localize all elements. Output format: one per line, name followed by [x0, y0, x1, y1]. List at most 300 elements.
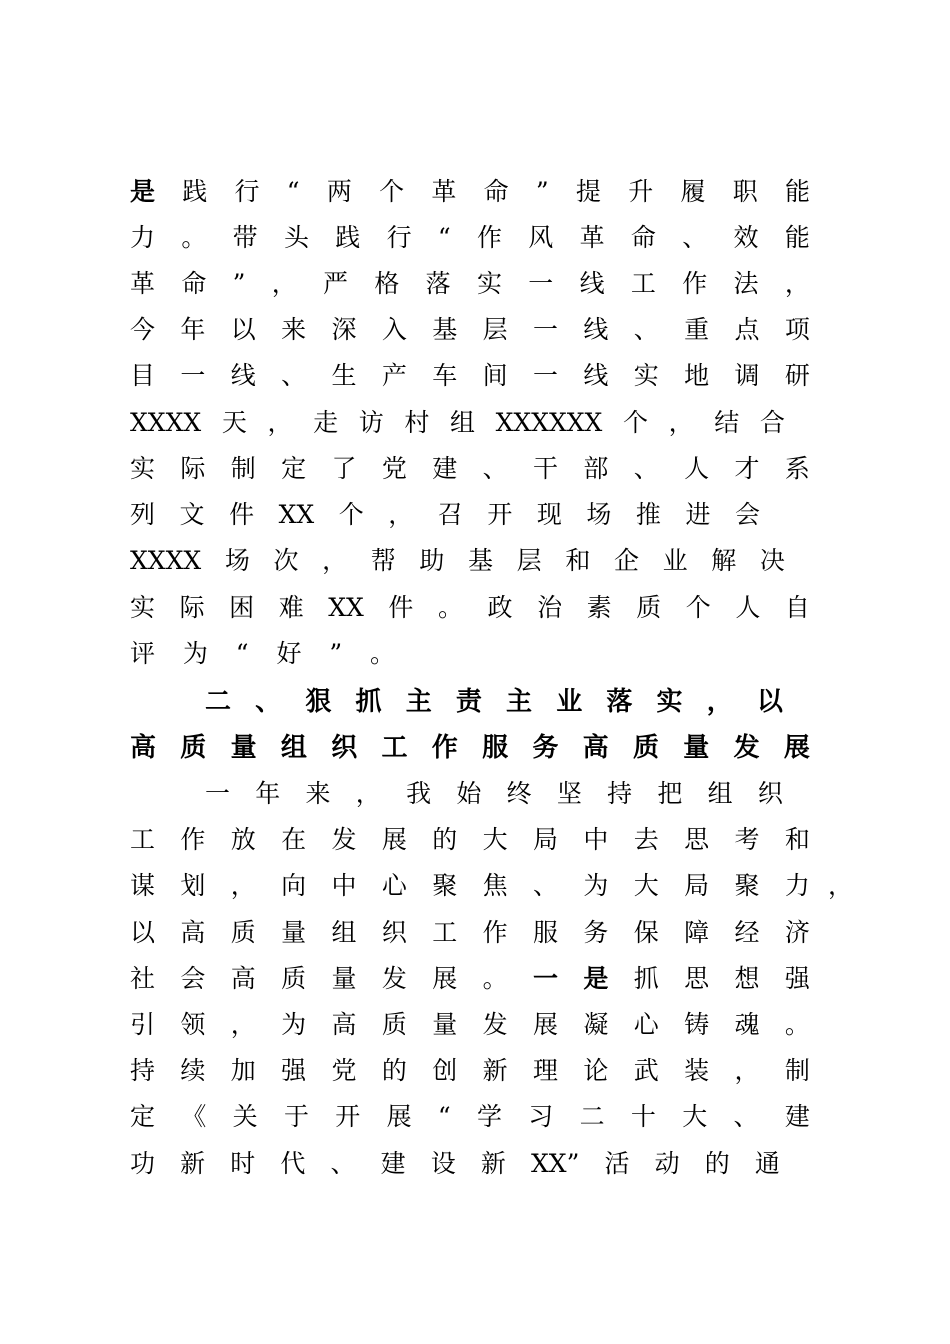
glyph: 质	[281, 964, 307, 993]
glyph: 质	[636, 593, 662, 622]
glyph: 人	[684, 454, 710, 483]
glyph: 以	[230, 315, 256, 344]
glyph: 凝	[583, 1010, 609, 1039]
glyph: 、	[281, 361, 307, 390]
glyph: ”	[232, 269, 246, 298]
glyph: 织	[331, 733, 358, 763]
glyph: 持	[130, 1056, 156, 1085]
glyph: 代	[280, 1149, 306, 1178]
glyph: 习	[528, 1102, 554, 1131]
glyph: 主	[405, 687, 432, 717]
glyph: 障	[684, 918, 710, 947]
glyph: 困	[229, 593, 255, 622]
glyph: 层	[482, 315, 508, 344]
glyph: 地	[684, 361, 710, 390]
glyph: 际	[179, 593, 205, 622]
glyph: 、	[482, 454, 508, 483]
glyph: 工	[381, 733, 408, 763]
glyph: 的	[432, 825, 458, 854]
glyph: 焦	[482, 871, 508, 900]
glyph: 二	[205, 687, 232, 717]
glyph: 心	[633, 1010, 659, 1039]
glyph: 抓	[355, 687, 382, 717]
glyph: 功	[130, 1149, 156, 1178]
glyph: 好	[276, 639, 302, 668]
para1-line-5	[130, 356, 810, 396]
glyph: 。	[181, 223, 207, 252]
glyph: 作	[682, 269, 708, 298]
glyph: 一	[205, 779, 231, 808]
glyph: 量	[331, 964, 357, 993]
glyph: 续	[180, 1056, 206, 1085]
glyph: 活	[604, 1149, 630, 1178]
glyph: 个	[379, 177, 405, 206]
glyph: 聚	[432, 871, 458, 900]
glyph: 大	[482, 825, 508, 854]
glyph: 次	[273, 546, 299, 575]
glyph: 企	[613, 546, 639, 575]
glyph: “	[286, 177, 300, 206]
glyph: 务	[583, 918, 609, 947]
glyph: 工	[630, 269, 656, 298]
para1-line-10	[130, 588, 810, 628]
glyph: 定	[130, 1102, 156, 1131]
glyph: “	[437, 223, 451, 252]
glyph: 风	[528, 223, 554, 252]
glyph: 设	[430, 1149, 456, 1178]
glyph: 高	[230, 964, 256, 993]
glyph: 决	[759, 546, 785, 575]
glyph: 以	[756, 687, 783, 717]
glyph: 经	[734, 918, 760, 947]
glyph: 于	[283, 1102, 309, 1131]
glyph: 心	[381, 871, 407, 900]
glyph: 格	[374, 269, 400, 298]
glyph: 强	[784, 964, 810, 993]
glyph: 开	[335, 1102, 361, 1131]
glyph: 作	[180, 825, 206, 854]
glyph: 组	[280, 733, 307, 763]
glyph: 想	[734, 964, 760, 993]
glyph: 线	[230, 361, 256, 390]
glyph: 行	[386, 223, 412, 252]
glyph: 。	[437, 593, 463, 622]
glyph: 推	[635, 500, 661, 529]
glyph: 务	[532, 733, 559, 763]
glyph: 解	[711, 546, 737, 575]
para1-line-8	[130, 495, 760, 535]
glyph: ，	[322, 546, 348, 575]
glyph: 的	[381, 1056, 407, 1085]
glyph: 《	[181, 1102, 207, 1131]
glyph: 学	[476, 1102, 502, 1131]
glyph: 组	[331, 918, 357, 947]
glyph: 展	[533, 1010, 559, 1039]
glyph: 自	[784, 593, 810, 622]
glyph: 创	[432, 1056, 458, 1085]
glyph: 思	[684, 964, 710, 993]
para2-line-4	[130, 913, 810, 953]
glyph: 。	[482, 964, 508, 993]
glyph: 保	[633, 918, 659, 947]
glyph: 车	[432, 361, 458, 390]
glyph: 项	[784, 315, 810, 344]
glyph: 列	[130, 500, 156, 529]
glyph: 展	[783, 733, 810, 763]
glyph: 场	[586, 500, 612, 529]
glyph: 开	[487, 500, 513, 529]
glyph: 制	[230, 454, 256, 483]
glyph: 坚	[556, 779, 582, 808]
glyph: ”	[329, 639, 343, 668]
glyph: ，	[230, 871, 256, 900]
glyph: 质	[230, 918, 256, 947]
glyph: 引	[130, 1010, 156, 1039]
glyph: 实	[476, 269, 502, 298]
glyph: 服	[533, 918, 559, 947]
glyph: 助	[419, 546, 445, 575]
glyph: 法	[733, 269, 759, 298]
glyph: 把	[657, 779, 683, 808]
glyph: 线	[583, 315, 609, 344]
glyph: 产	[381, 361, 407, 390]
glyph: 个	[685, 593, 711, 622]
para2-line-3-trailing-comma: ，	[828, 871, 854, 900]
glyph: 考	[734, 825, 760, 854]
glyph: 作	[482, 918, 508, 947]
glyph: 线	[583, 361, 609, 390]
glyph: 今	[130, 315, 156, 344]
glyph: 组	[449, 408, 475, 437]
glyph: 思	[684, 825, 710, 854]
glyph: 强	[281, 1056, 307, 1085]
glyph: 大	[633, 871, 659, 900]
glyph: 放	[230, 825, 256, 854]
glyph: 。	[784, 1010, 810, 1039]
glyph: 作	[431, 733, 458, 763]
glyph: 、	[533, 871, 559, 900]
glyph: 党	[381, 454, 407, 483]
glyph: 、	[330, 1149, 356, 1178]
glyph: 深	[331, 315, 357, 344]
para2-line-1	[205, 774, 783, 814]
para1-line-7	[130, 449, 810, 489]
glyph: 领	[180, 1010, 206, 1039]
glyph: 场	[224, 546, 250, 575]
glyph: 职	[732, 177, 758, 206]
para2-line-2	[130, 820, 810, 860]
para1-line-9	[130, 541, 785, 581]
glyph: 以	[130, 918, 156, 947]
glyph: 访	[358, 408, 384, 437]
glyph: 会	[180, 964, 206, 993]
glyph: “	[235, 639, 249, 668]
glyph: 通	[754, 1149, 780, 1178]
glyph: 一	[528, 269, 554, 298]
section-heading-line-2	[130, 728, 810, 768]
para1-lead-bold: 是	[130, 177, 156, 206]
glyph: 落	[606, 687, 633, 717]
para2-line-9	[130, 1144, 780, 1184]
glyph: 去	[633, 825, 659, 854]
glyph: ，	[734, 1056, 760, 1085]
glyph: 抓	[633, 964, 659, 993]
glyph: XXXX	[130, 408, 202, 437]
glyph: 提	[575, 177, 601, 206]
glyph: 理	[533, 1056, 559, 1085]
glyph: ，	[784, 269, 810, 298]
glyph: 时	[230, 1149, 256, 1178]
glyph: 展	[381, 825, 407, 854]
glyph: 组	[707, 779, 733, 808]
glyph: 党	[331, 1056, 357, 1085]
para1-line-1	[130, 172, 810, 212]
glyph: 终	[506, 779, 532, 808]
glyph: 实	[633, 361, 659, 390]
glyph: 目	[130, 361, 156, 390]
glyph: 质	[632, 733, 659, 763]
glyph: ，	[271, 269, 297, 298]
glyph: 革	[431, 177, 457, 206]
glyph: 聚	[734, 871, 760, 900]
glyph: 政	[487, 593, 513, 622]
para2-line-3	[130, 866, 810, 906]
glyph: 难	[278, 593, 304, 622]
glyph: 、	[682, 223, 708, 252]
glyph: 作	[476, 223, 502, 252]
glyph: 织	[757, 779, 783, 808]
glyph: 线	[579, 269, 605, 298]
glyph: 村	[404, 408, 430, 437]
glyph: 系	[784, 454, 810, 483]
glyph: ，	[355, 779, 381, 808]
glyph: 两	[326, 177, 352, 206]
glyph: ，	[267, 408, 293, 437]
glyph: 重	[684, 315, 710, 344]
glyph: 生	[331, 361, 357, 390]
glyph: 力	[130, 223, 156, 252]
glyph: 新	[482, 1056, 508, 1085]
glyph: 命	[630, 223, 656, 252]
glyph: 行	[234, 177, 260, 206]
glyph: “	[437, 1102, 451, 1131]
glyph: 发	[733, 733, 760, 763]
glyph: 划	[180, 871, 206, 900]
glyph: 质	[381, 1010, 407, 1039]
glyph: 来	[281, 315, 307, 344]
para1-line-6	[130, 403, 785, 443]
glyph: 帮	[370, 546, 396, 575]
glyph: 天	[221, 408, 247, 437]
para1-line-2	[130, 218, 810, 258]
glyph: XX”	[531, 1149, 580, 1178]
glyph: 发	[331, 825, 357, 854]
glyph: 我	[406, 779, 432, 808]
glyph: 召	[437, 500, 463, 529]
para2-line-5	[130, 959, 810, 999]
glyph: 基	[468, 546, 494, 575]
glyph: 关	[232, 1102, 258, 1131]
glyph: 履	[680, 177, 706, 206]
glyph: 定	[281, 454, 307, 483]
glyph: 建	[432, 454, 458, 483]
glyph: 济	[784, 918, 810, 947]
glyph: 素	[586, 593, 612, 622]
glyph: 带	[232, 223, 258, 252]
glyph: 建	[784, 1102, 810, 1131]
glyph: 能	[784, 177, 810, 206]
glyph: 发	[381, 964, 407, 993]
glyph: 大	[682, 1102, 708, 1131]
para1-line-3	[130, 264, 810, 304]
glyph: 人	[735, 593, 761, 622]
glyph: 魂	[734, 1010, 760, 1039]
glyph: 来	[305, 779, 331, 808]
glyph: 量	[432, 1010, 458, 1039]
glyph: 一	[533, 964, 559, 993]
glyph: 落	[425, 269, 451, 298]
glyph: 业	[662, 546, 688, 575]
glyph: 个	[622, 408, 648, 437]
glyph: 治	[537, 593, 563, 622]
glyph: 命	[483, 177, 509, 206]
glyph: 、	[733, 1102, 759, 1131]
glyph: 部	[583, 454, 609, 483]
para2-line-8	[130, 1097, 810, 1137]
glyph: 展	[432, 964, 458, 993]
glyph: 是	[583, 964, 609, 993]
glyph: ，	[706, 687, 733, 717]
glyph: 持	[607, 779, 633, 808]
glyph: 向	[281, 871, 307, 900]
glyph: 年	[255, 779, 281, 808]
glyph: 了	[331, 454, 357, 483]
glyph: 高	[331, 1010, 357, 1039]
glyph: 年	[180, 315, 206, 344]
glyph: 动	[654, 1149, 680, 1178]
glyph: 量	[230, 733, 257, 763]
glyph: 个	[338, 500, 364, 529]
glyph: 中	[331, 871, 357, 900]
glyph: 现	[536, 500, 562, 529]
glyph: 谋	[130, 871, 156, 900]
glyph: 主	[506, 687, 533, 717]
glyph: XXXXXX	[495, 408, 603, 437]
glyph: 调	[734, 361, 760, 390]
glyph: 文	[179, 500, 205, 529]
glyph: 实	[130, 454, 156, 483]
glyph: 量	[281, 918, 307, 947]
glyph: ，	[388, 500, 414, 529]
glyph: ”	[535, 177, 549, 206]
glyph: 论	[583, 1056, 609, 1085]
glyph: 发	[482, 1010, 508, 1039]
glyph: 十	[630, 1102, 656, 1131]
para1-line-11	[130, 634, 395, 674]
glyph: 进	[685, 500, 711, 529]
glyph: XX	[278, 500, 315, 529]
glyph: 件	[388, 593, 414, 622]
glyph: XX	[328, 593, 364, 622]
glyph: 效	[733, 223, 759, 252]
glyph: 和	[565, 546, 591, 575]
glyph: 一	[180, 361, 206, 390]
glyph: 能	[784, 223, 810, 252]
glyph: 严	[323, 269, 349, 298]
para2-line-6	[130, 1005, 810, 1045]
glyph: ，	[668, 408, 694, 437]
glyph: 二	[579, 1102, 605, 1131]
glyph: 、	[633, 315, 659, 344]
para2-line-7	[130, 1051, 810, 1091]
glyph: 高	[180, 918, 206, 947]
glyph: 展	[386, 1102, 412, 1131]
glyph: 局	[533, 825, 559, 854]
glyph: 工	[130, 825, 156, 854]
glyph: 中	[583, 825, 609, 854]
glyph: 件	[229, 500, 255, 529]
glyph: 命	[181, 269, 207, 298]
glyph: 装	[684, 1056, 710, 1085]
glyph: 量	[683, 733, 710, 763]
glyph: 革	[579, 223, 605, 252]
glyph: 的	[704, 1149, 730, 1178]
glyph: 高	[130, 733, 157, 763]
glyph: 一	[533, 361, 559, 390]
glyph: 织	[381, 918, 407, 947]
glyph: ，	[230, 1010, 256, 1039]
glyph: 、	[633, 454, 659, 483]
glyph: 铸	[684, 1010, 710, 1039]
glyph: 际	[180, 454, 206, 483]
glyph: 武	[633, 1056, 659, 1085]
glyph: 在	[281, 825, 307, 854]
glyph: 践	[335, 223, 361, 252]
glyph: 和	[784, 825, 810, 854]
glyph: 间	[482, 361, 508, 390]
glyph: 局	[684, 871, 710, 900]
glyph: 入	[381, 315, 407, 344]
glyph: 质	[180, 733, 207, 763]
glyph: 加	[230, 1056, 256, 1085]
glyph: 层	[516, 546, 542, 575]
glyph: 研	[784, 361, 810, 390]
glyph: 、	[255, 687, 282, 717]
glyph: 制	[784, 1056, 810, 1085]
glyph: 新	[480, 1149, 506, 1178]
glyph: XXXX	[130, 546, 202, 575]
glyph: 头	[283, 223, 309, 252]
glyph: 实	[656, 687, 683, 717]
glyph: 实	[130, 593, 156, 622]
glyph: 工	[432, 918, 458, 947]
glyph: 建	[380, 1149, 406, 1178]
glyph: 力	[784, 871, 810, 900]
glyph: 业	[556, 687, 583, 717]
glyph: 一	[533, 315, 559, 344]
glyph: 才	[734, 454, 760, 483]
glyph: 革	[130, 269, 156, 298]
glyph: 始	[456, 779, 482, 808]
glyph: 评	[130, 639, 156, 668]
glyph: 合	[759, 408, 785, 437]
glyph: 基	[432, 315, 458, 344]
glyph: 为	[583, 871, 609, 900]
glyph: 为	[281, 1010, 307, 1039]
glyph: 升	[628, 177, 654, 206]
glyph: 服	[482, 733, 509, 763]
para1-line-4	[130, 310, 810, 350]
